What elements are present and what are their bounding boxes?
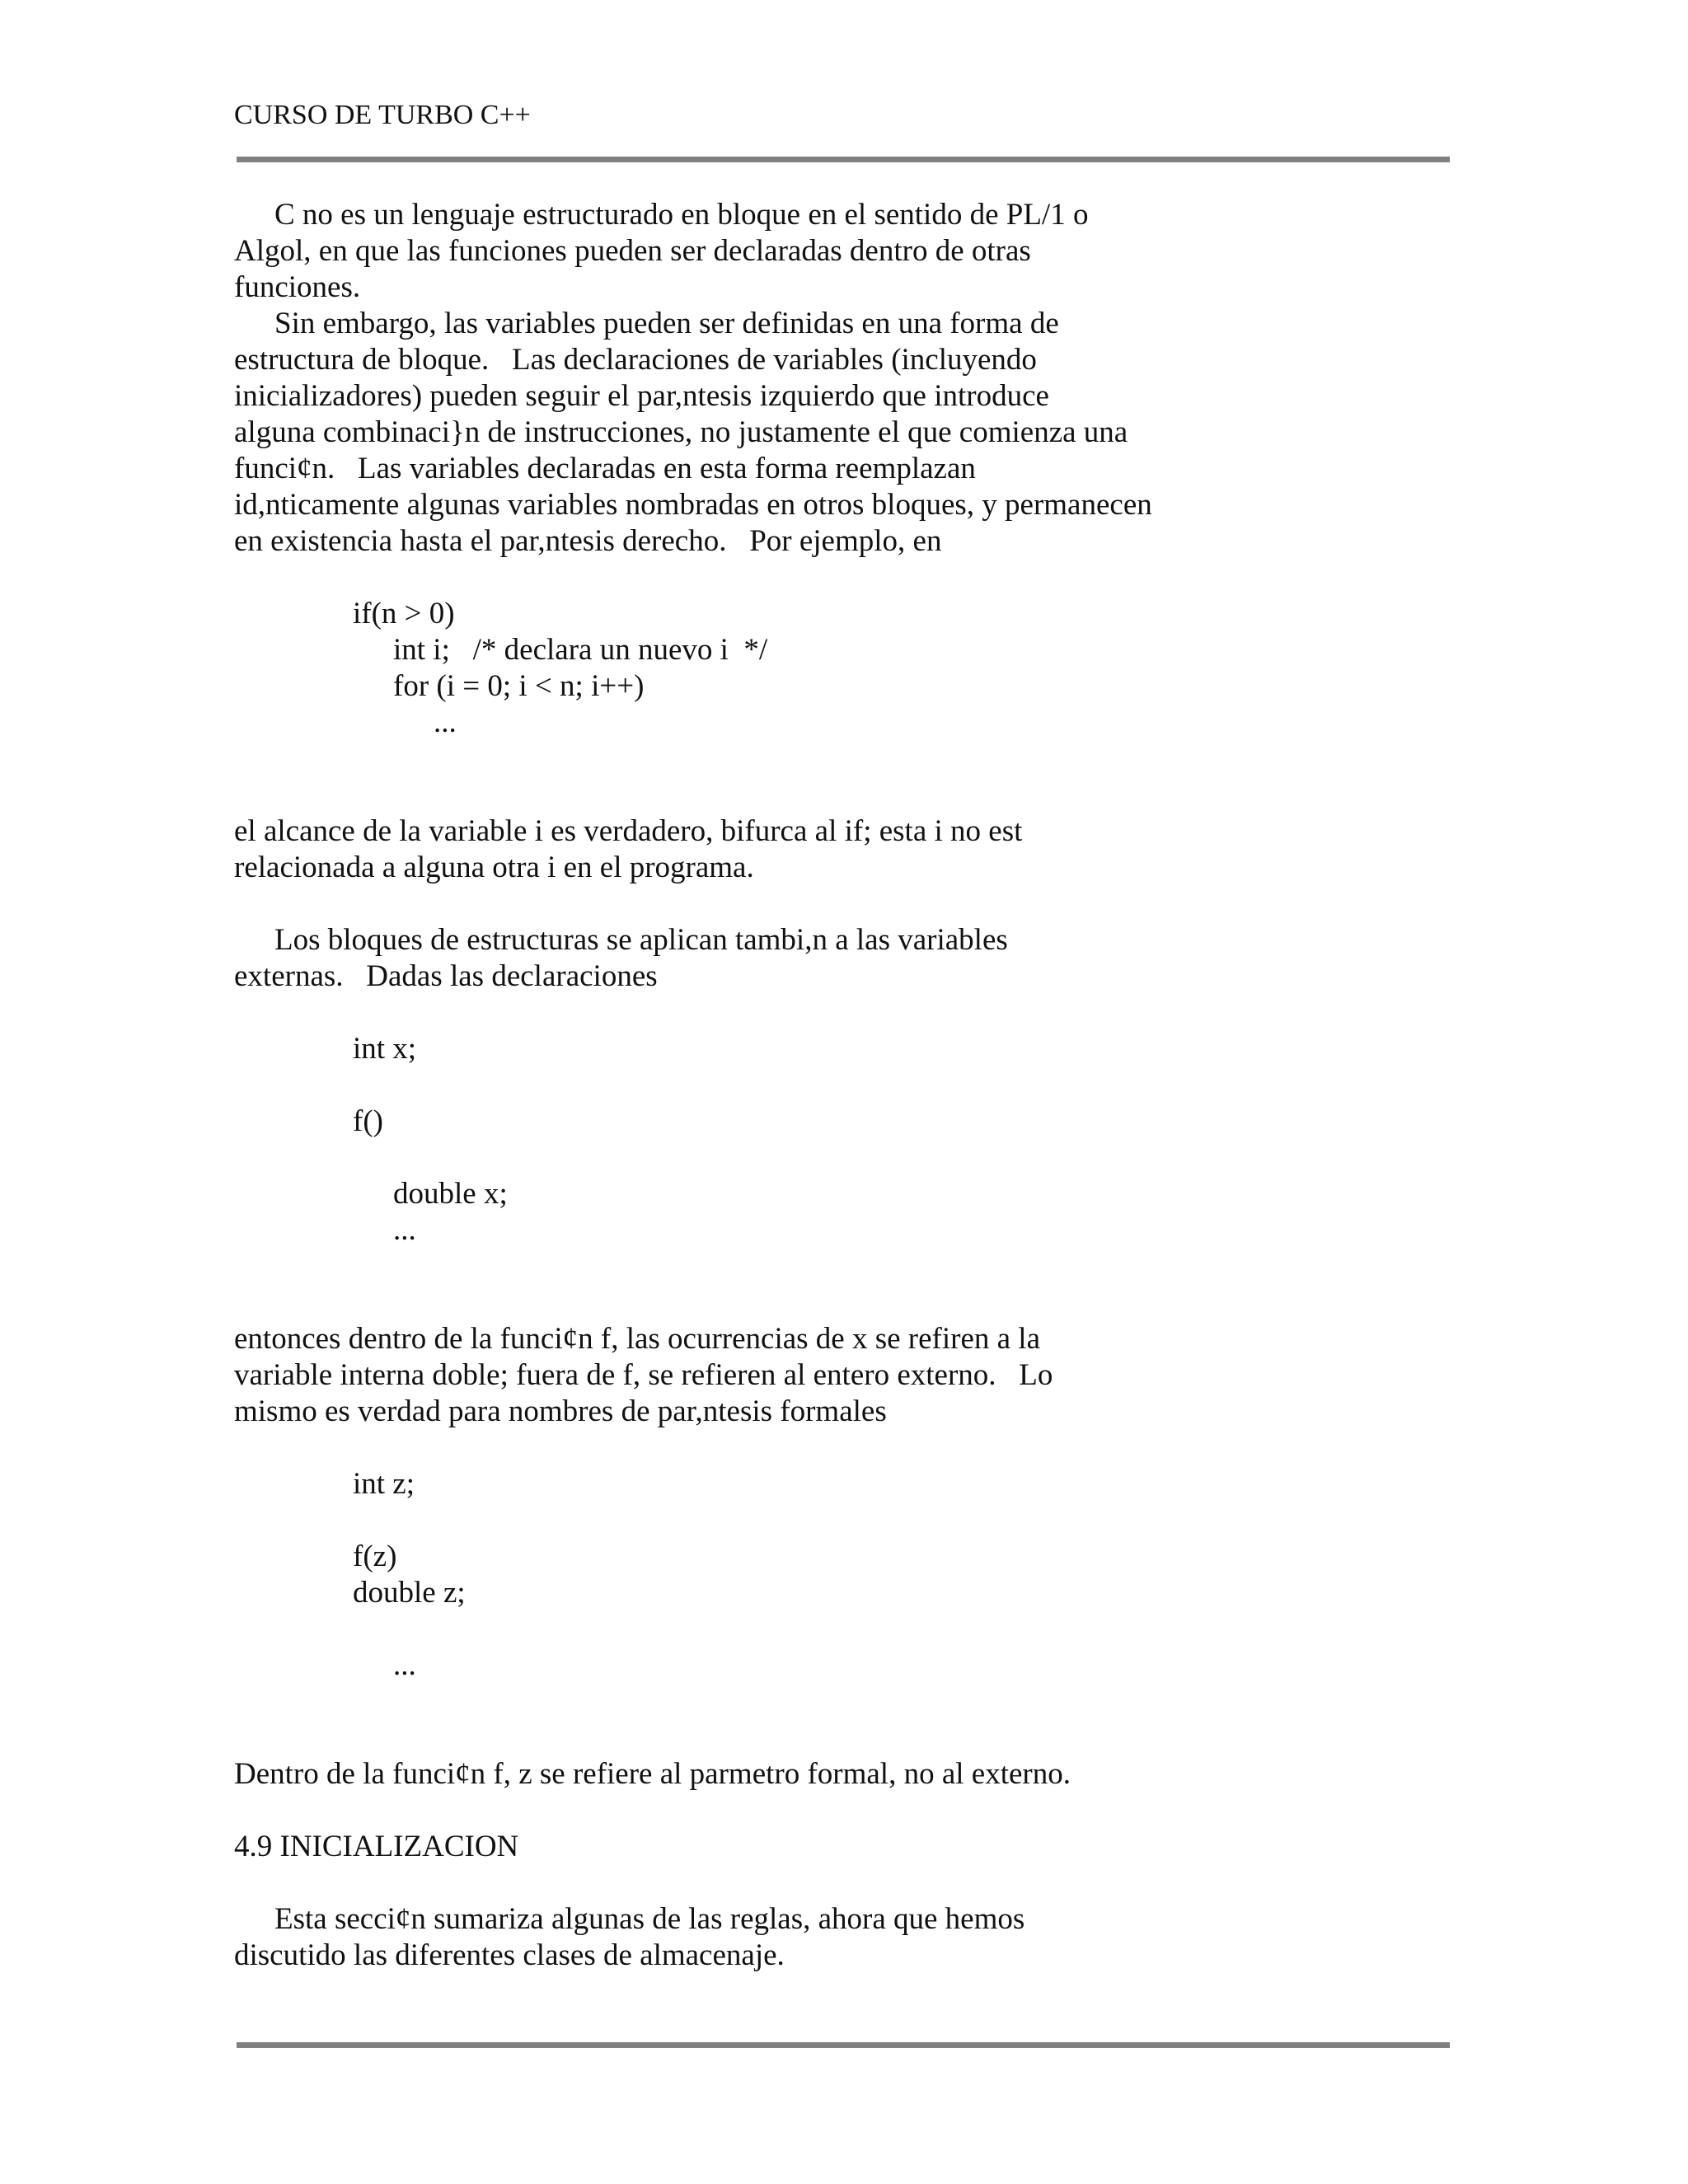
text-line: el alcance de la variable i es verdadero, bifurca al if; esta i no est — [234, 814, 1023, 848]
code-line: int i; /* declara un nuevo i */ — [393, 633, 768, 667]
text-line: estructura de bloque. Las declaraciones de variables (incluyendo — [234, 343, 1037, 377]
code-line: double z; — [353, 1576, 466, 1610]
code-line: for (i = 0; i < n; i++) — [393, 669, 645, 703]
text-line: entonces dentro de la funci¢n f, las ocurrencias de x se refiren a la — [234, 1322, 1041, 1356]
text-line: Algol, en que las funciones pueden ser declaradas dentro de otras — [234, 234, 1031, 268]
text-line: Dentro de la funci¢n f, z se refiere al parmetro formal, no al externo. — [234, 1757, 1071, 1791]
code-line: ... — [393, 1213, 416, 1247]
text-line: inicializadores) pueden seguir el par,ntesis izquierdo que introduce — [234, 379, 1049, 413]
text-line: Sin embargo, las variables pueden ser definidas en una forma de — [274, 307, 1059, 340]
code-line: f() — [353, 1104, 383, 1138]
text-line: C no es un lenguaje estructurado en bloque en el sentido de PL/1 o — [274, 198, 1089, 232]
text-line: relacionada a alguna otra i en el programa. — [234, 851, 754, 884]
code-line: int z; — [353, 1467, 415, 1501]
text-line: funci¢n. Las variables declaradas en esta forma reemplazan — [234, 452, 976, 485]
header-rule — [237, 157, 1450, 162]
text-line: Esta secci¢n sumariza algunas de las reglas, ahora que hemos — [274, 1902, 1025, 1936]
section-heading: 4.9 INICIALIZACION — [234, 1830, 519, 1863]
text-line: discutido las diferentes clases de almacenaje. — [234, 1938, 785, 1972]
text-line: Los bloques de estructuras se aplican tambi,n a las variables — [274, 923, 1008, 957]
footer-rule — [237, 2042, 1450, 2048]
text-line: en existencia hasta el par,ntesis derecho. Por ejemplo, en — [234, 524, 942, 558]
code-line: f(z) — [353, 1540, 397, 1573]
code-line: ... — [434, 705, 457, 739]
code-line: if(n > 0) — [353, 597, 455, 630]
text-line: alguna combinaci}n de instrucciones, no justamente el que comienza una — [234, 415, 1128, 449]
text-line: mismo es verdad para nombres de par,ntesis formales — [234, 1394, 887, 1428]
text-line: funciones. — [234, 270, 361, 304]
text-line: variable interna doble; fuera de f, se refieren al entero externo. Lo — [234, 1358, 1053, 1392]
header-title: CURSO DE TURBO C++ — [234, 100, 531, 130]
text-line: externas. Dadas las declaraciones — [234, 959, 658, 993]
text-line: id,nticamente algunas variables nombradas en otros bloques, y permanecen — [234, 488, 1152, 522]
code-line: ... — [393, 1648, 416, 1682]
code-line: int x; — [353, 1032, 417, 1066]
code-line: double x; — [393, 1177, 508, 1211]
